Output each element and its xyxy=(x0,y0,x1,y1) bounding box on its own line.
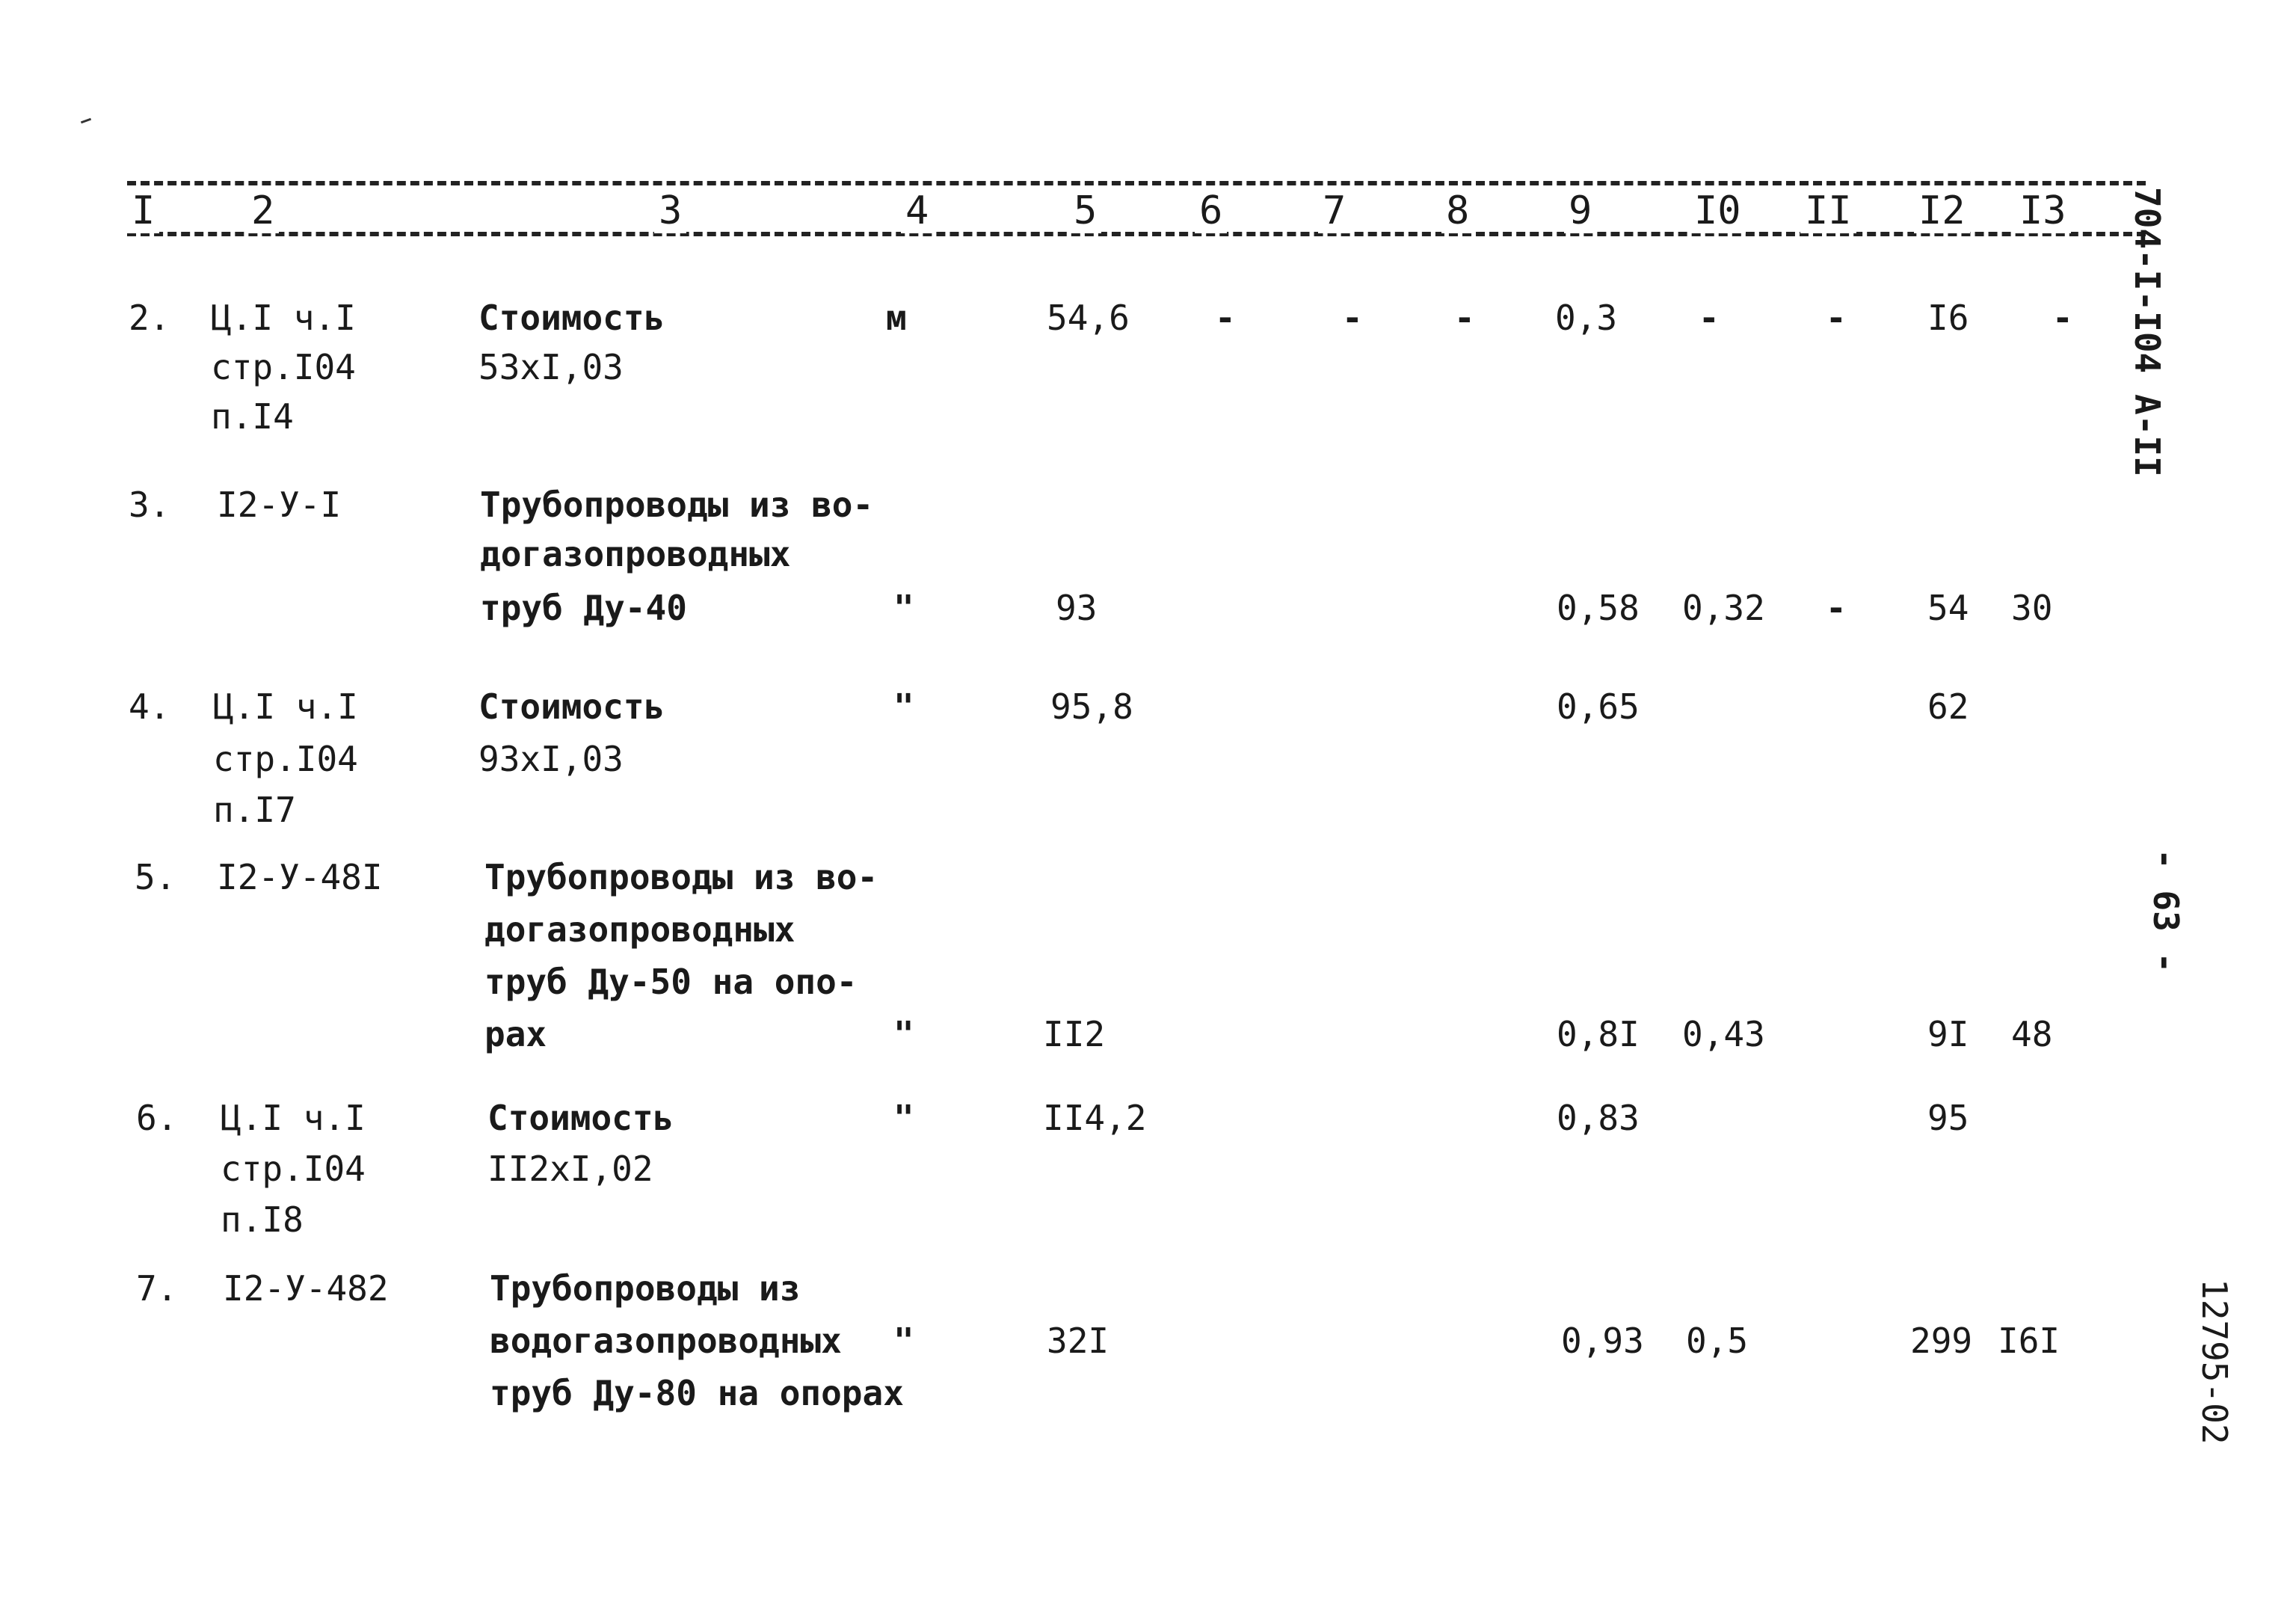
row-description: 53xI,03 xyxy=(478,347,624,387)
row-unit: м xyxy=(886,298,907,338)
row-reference: Ц.I ч.I xyxy=(221,1098,366,1138)
column-header-3: 3 xyxy=(654,188,686,233)
row-description: догазопроводных xyxy=(484,909,795,950)
row-number: 7. xyxy=(136,1268,178,1309)
row-col5: 32I xyxy=(1047,1321,1109,1361)
column-header-9: 9 xyxy=(1564,188,1596,233)
row-reference: I2-У-I xyxy=(217,485,342,525)
column-header-12: I2 xyxy=(1914,188,1970,233)
column-header-6: 6 xyxy=(1195,188,1227,233)
row-col13: 48 xyxy=(2011,1014,2053,1054)
row-col10: 0,5 xyxy=(1686,1321,1749,1361)
row-reference: п.I8 xyxy=(221,1199,304,1240)
row-col5: 93 xyxy=(1056,588,1098,628)
row-col11: - xyxy=(1826,588,1847,628)
row-unit: " xyxy=(893,1014,914,1054)
header-rule-top xyxy=(127,181,2146,185)
row-description: водогазопроводных xyxy=(490,1321,842,1361)
row-col13: I6I xyxy=(1998,1321,2060,1361)
row-description: II2xI,02 xyxy=(487,1149,653,1189)
row-reference: п.I7 xyxy=(213,790,296,830)
row-col9: 0,3 xyxy=(1555,298,1618,338)
column-header-1: I xyxy=(127,188,159,233)
row-col13: - xyxy=(2052,298,2073,338)
row-col7: - xyxy=(1342,298,1363,338)
column-header-10: I0 xyxy=(1690,188,1746,233)
row-col10: - xyxy=(1699,298,1720,338)
row-col12: I6 xyxy=(1927,298,1969,338)
page-number: - 63 - xyxy=(2146,849,2186,974)
column-header-7: 7 xyxy=(1318,188,1350,233)
column-header-11: II xyxy=(1800,188,1856,233)
row-reference: стр.I04 xyxy=(221,1149,366,1189)
row-description: труб Ду-80 на опорах xyxy=(490,1373,904,1413)
column-header-8: 8 xyxy=(1441,188,1474,233)
row-col5: 54,6 xyxy=(1047,298,1130,338)
row-col5: II2 xyxy=(1043,1014,1106,1054)
column-header-5: 5 xyxy=(1069,188,1101,233)
row-unit: " xyxy=(893,588,914,628)
stray-mark xyxy=(81,118,91,124)
row-col12: 54 xyxy=(1927,588,1969,628)
row-col10: 0,32 xyxy=(1682,588,1765,628)
archive-code: 12795-02 xyxy=(2194,1279,2235,1445)
row-col11: - xyxy=(1826,298,1847,338)
row-number: 6. xyxy=(136,1098,178,1138)
row-description: Трубопроводы из во- xyxy=(480,485,874,525)
row-col12: 62 xyxy=(1927,686,1969,727)
column-header-4: 4 xyxy=(901,188,933,233)
row-unit: " xyxy=(893,1321,914,1361)
row-number: 2. xyxy=(129,298,170,338)
row-number: 4. xyxy=(129,686,170,727)
row-col9: 0,83 xyxy=(1557,1098,1640,1138)
row-col12: 9I xyxy=(1927,1014,1969,1054)
row-reference: Ц.I ч.I xyxy=(211,298,356,338)
row-col9: 0,58 xyxy=(1557,588,1640,628)
row-col9: 0,93 xyxy=(1561,1321,1644,1361)
row-col6: - xyxy=(1215,298,1236,338)
column-header-2: 2 xyxy=(247,188,279,233)
row-reference: п.I4 xyxy=(211,396,294,437)
row-col9: 0,65 xyxy=(1557,686,1640,727)
row-description: труб Ду-40 xyxy=(480,588,687,628)
row-col8: - xyxy=(1454,298,1475,338)
row-description: Трубопроводы из во- xyxy=(484,857,878,897)
row-reference: стр.I04 xyxy=(213,739,358,779)
row-unit: " xyxy=(893,1098,914,1138)
row-col9: 0,8I xyxy=(1557,1014,1640,1054)
column-header-13: I3 xyxy=(2015,188,2071,233)
document-code: 704-I-I04 A-II xyxy=(2127,187,2167,477)
row-reference: I2-У-482 xyxy=(223,1268,389,1309)
row-description: Стоимость xyxy=(487,1098,674,1138)
row-col5: II4,2 xyxy=(1043,1098,1147,1138)
row-unit: " xyxy=(893,686,914,727)
row-description: догазопроводных xyxy=(480,534,791,574)
row-reference: стр.I04 xyxy=(211,347,356,387)
row-description: 93xI,03 xyxy=(478,739,624,779)
row-number: 5. xyxy=(135,857,176,897)
row-reference: Ц.I ч.I xyxy=(213,686,358,727)
row-col5: 95,8 xyxy=(1050,686,1133,727)
row-col10: 0,43 xyxy=(1682,1014,1765,1054)
row-description: Стоимость xyxy=(478,686,665,727)
row-col12: 299 xyxy=(1910,1321,1973,1361)
row-description: рах xyxy=(484,1014,547,1054)
row-description: труб Ду-50 на опо- xyxy=(484,962,858,1002)
row-col12: 95 xyxy=(1927,1098,1969,1138)
row-description: Трубопроводы из xyxy=(490,1268,801,1309)
row-description: Стоимость xyxy=(478,298,665,338)
row-col13: 30 xyxy=(2011,588,2053,628)
row-reference: I2-У-48I xyxy=(217,857,383,897)
row-number: 3. xyxy=(129,485,170,525)
